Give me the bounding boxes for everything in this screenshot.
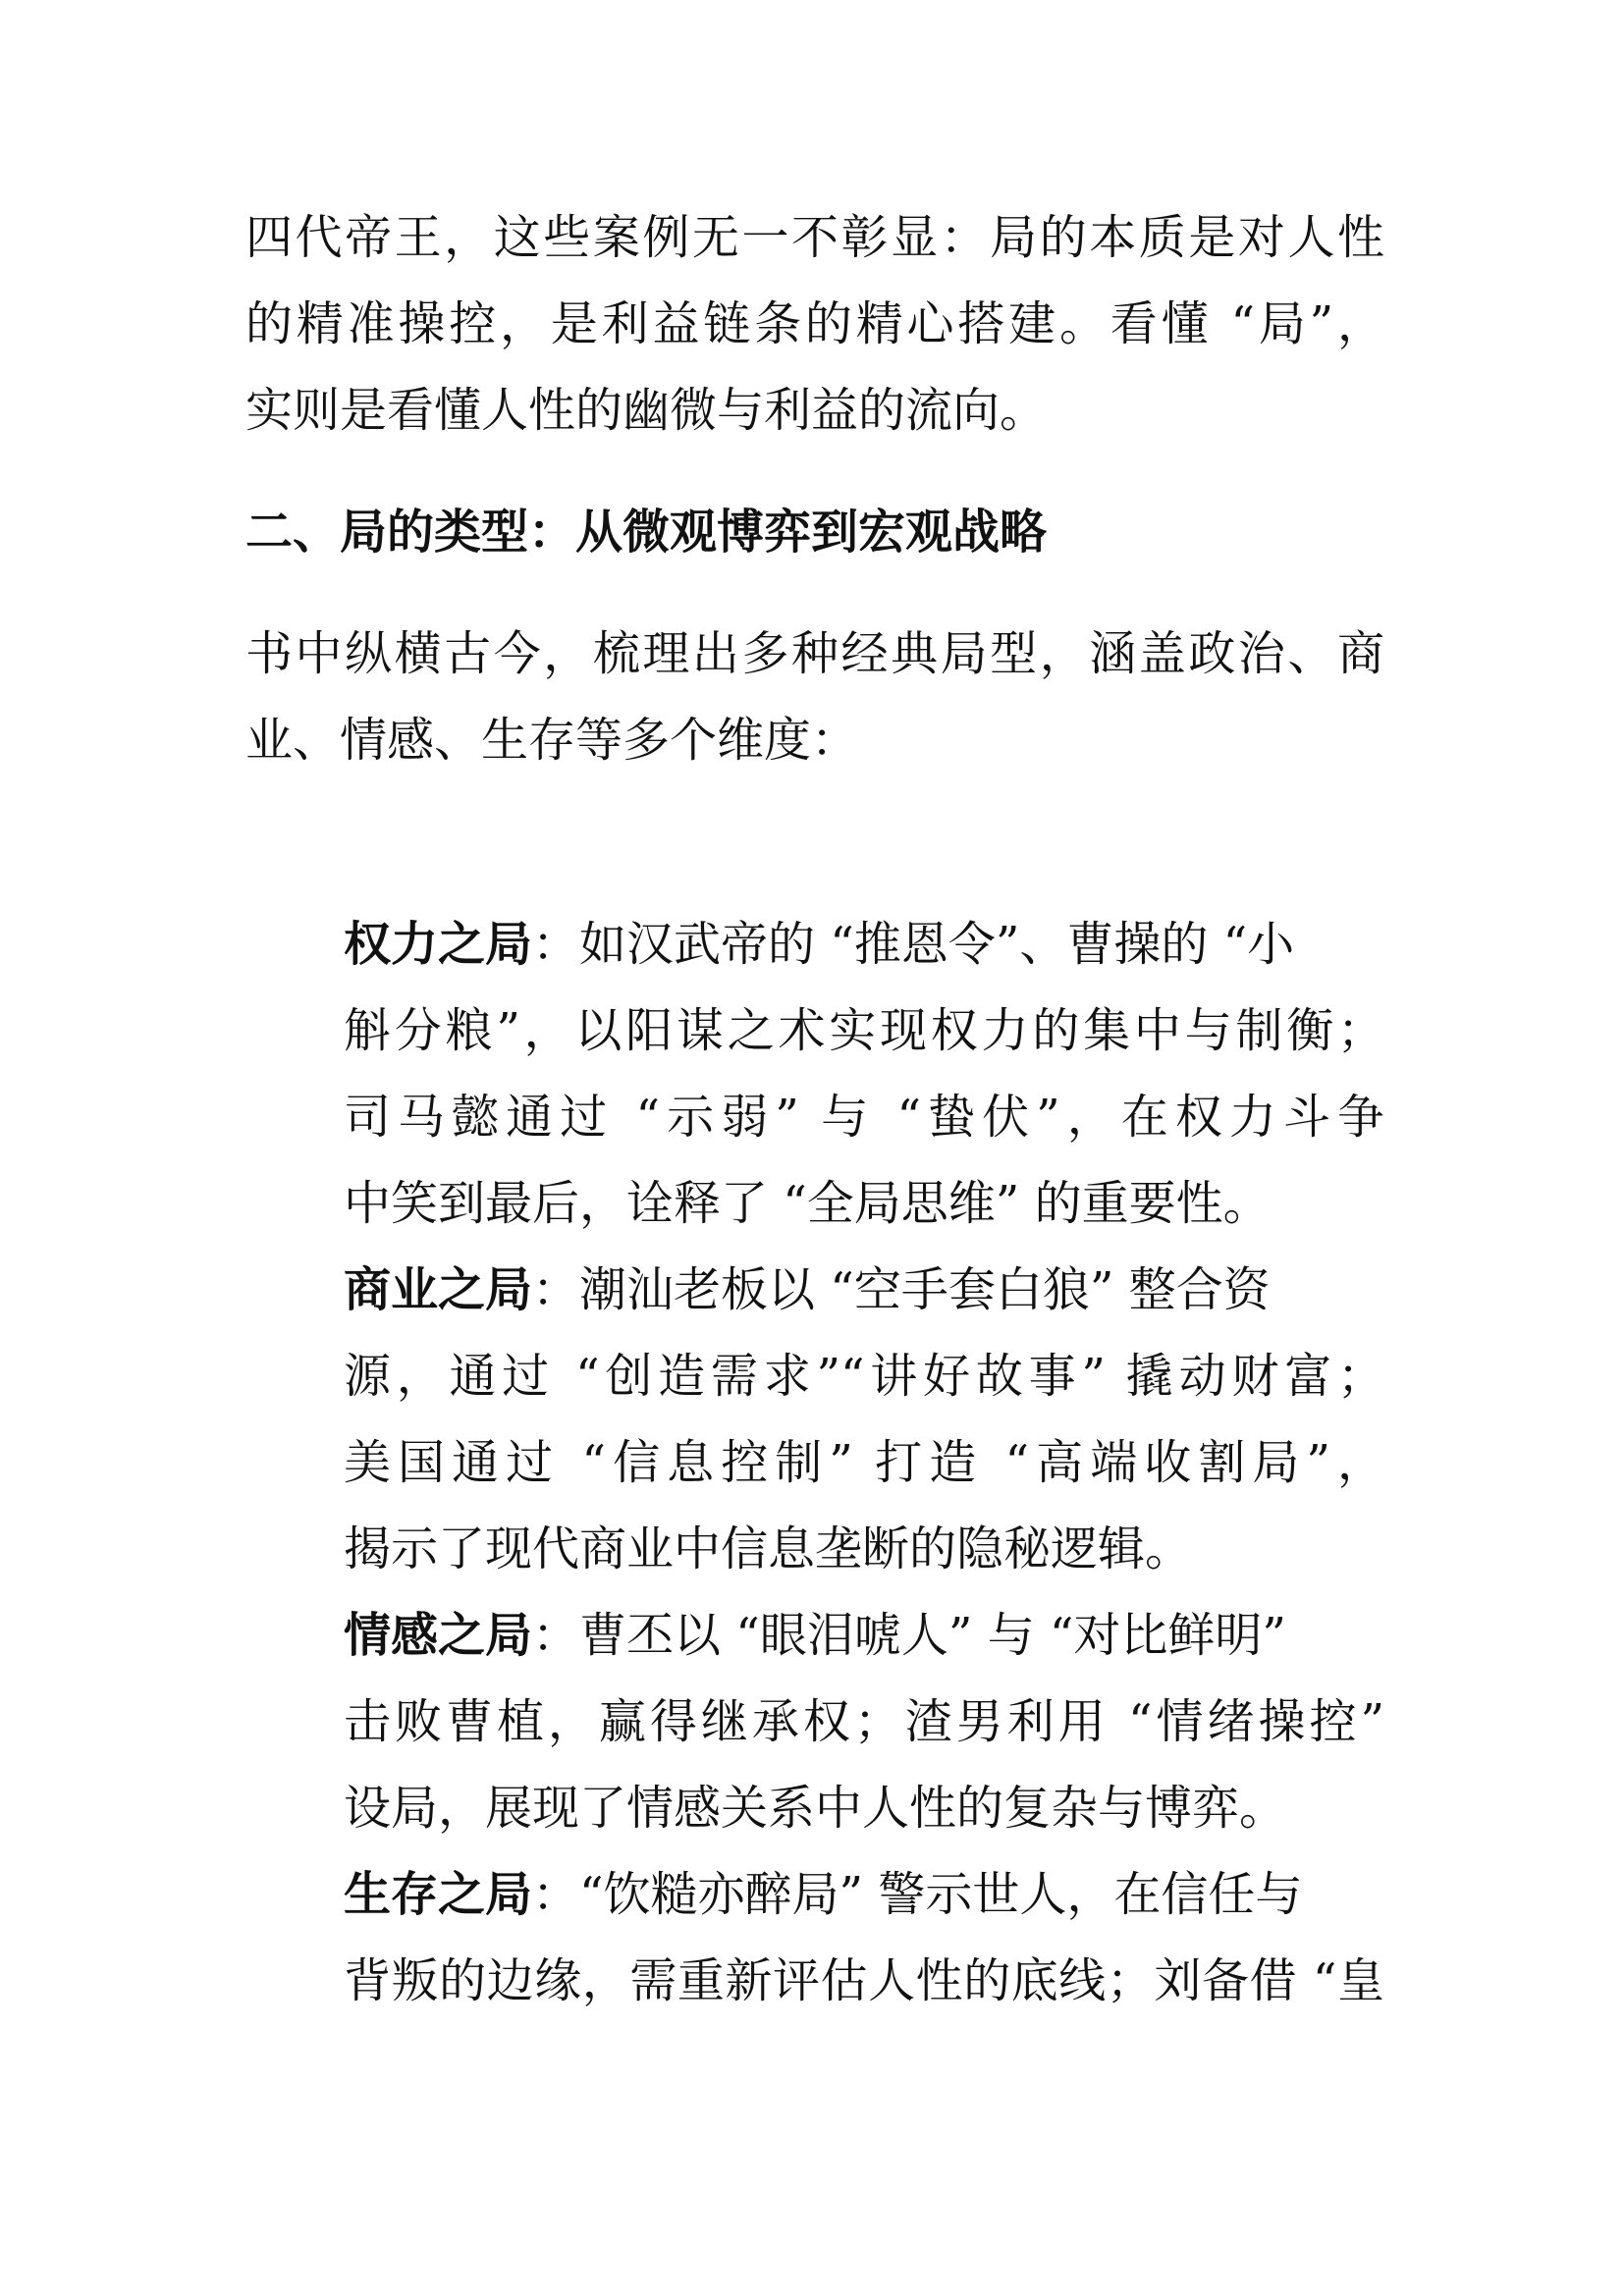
type-emotion-line-2: 击败曹植，赢得继承权；渣男利用 “情绪操控” xyxy=(344,1694,1384,1749)
type-survival-line-2: 背叛的边缘，需重新评估人性的底线；刘备借 “皇 xyxy=(344,1953,1384,2008)
type-power-first-line xyxy=(344,915,1384,974)
section-heading: 二、局的类型：从微观博弈到宏观战略 xyxy=(245,505,1048,560)
type-power-line-3: 司马懿通过 “示弱” 与 “蛰伏”，在权力斗争 xyxy=(344,1090,1384,1145)
type-survival-first-rest: ：“饮糙亦醉局” 警示世人，在信任与 xyxy=(532,1867,1303,1922)
type-business-line-2: 源，通过 “创造需求”“讲好故事” 撬动财富； xyxy=(344,1349,1384,1404)
intro-line-2: 的精准操控，是利益链条的精心搭建。看懂 “局”， xyxy=(245,296,1384,351)
type-power-line-2: 斛分粮”，以阳谋之术实现权力的集中与制衡； xyxy=(344,1003,1384,1058)
type-emotion-first-line xyxy=(344,1606,1384,1665)
section-intro-line-1: 书中纵横古今，梳理出多种经典局型，涵盖政治、商 xyxy=(245,626,1384,681)
intro-line-3: 实则是看懂人性的幽微与利益的流向。 xyxy=(245,383,1048,438)
type-emotion-lead: 情感之局 xyxy=(344,1608,533,1663)
type-power-line-4: 中笑到最后，诠释了 “全局思维” 的重要性。 xyxy=(344,1176,1271,1231)
type-power-lead: 权力之局 xyxy=(344,917,533,972)
type-business-first-line xyxy=(344,1260,1384,1319)
type-business-line-3: 美国通过 “信息控制” 打造 “高端收割局”， xyxy=(344,1435,1384,1490)
type-emotion-line-3: 设局，展现了情感关系中人性的复杂与博弈。 xyxy=(344,1781,1287,1836)
type-power-first-rest: ：如汉武帝的 “推恩令”、曹操的 “小 xyxy=(532,917,1295,972)
type-survival-lead: 生存之局 xyxy=(344,1867,533,1922)
type-business-first-rest: ：潮汕老板以 “空手套白狼” 整合资 xyxy=(532,1262,1271,1317)
section-intro-line-2: 业、情感、生存等多个维度： xyxy=(245,713,859,768)
type-emotion-first-rest: ：曹丕以 “眼泪唬人” 与 “对比鲜明” xyxy=(532,1608,1286,1663)
type-business-line-4: 揭示了现代商业中信息垄断的隐秘逻辑。 xyxy=(344,1522,1193,1576)
type-business-lead: 商业之局 xyxy=(344,1262,533,1317)
type-survival-first-line xyxy=(344,1865,1384,1924)
intro-line-1: 四代帝王，这些案例无一不彰显：局的本质是对人性 xyxy=(245,210,1384,265)
